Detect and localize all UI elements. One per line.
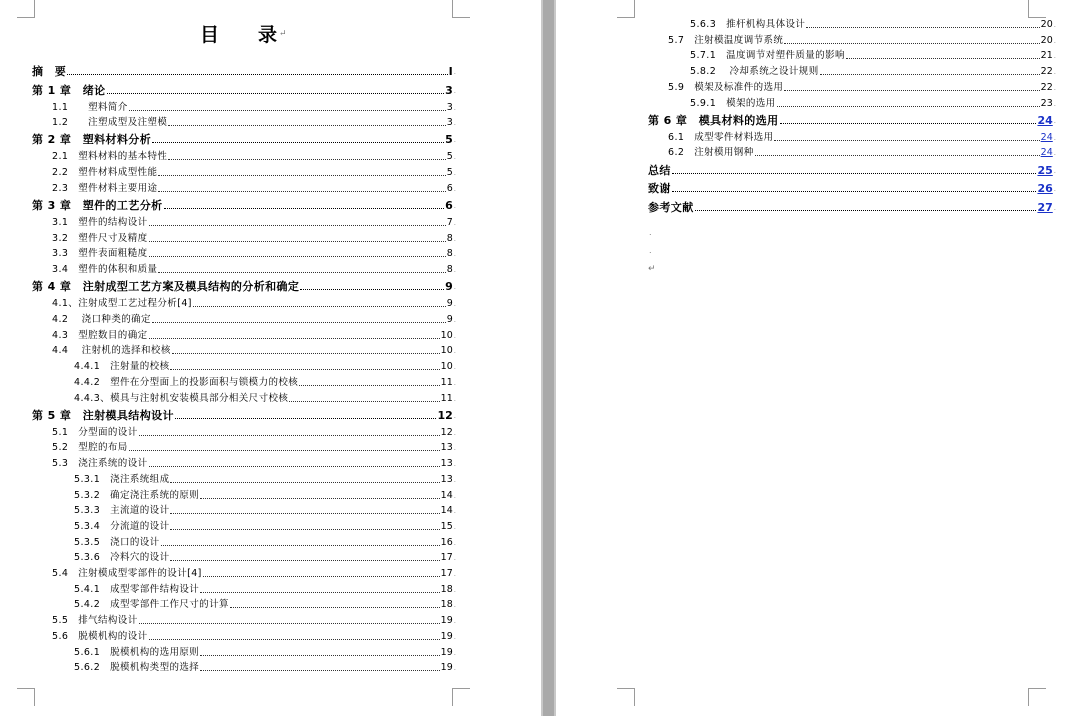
toc-entry[interactable]	[32, 407, 456, 422]
toc-entry-label: 6.1 成型零件材料选用	[668, 131, 774, 143]
paragraph-mark: .	[453, 363, 456, 372]
toc-entry[interactable]	[690, 63, 1056, 78]
toc-entry-label: 致谢	[648, 182, 671, 196]
toc-entry-label: 第 3 章 塑件的工艺分析	[32, 199, 163, 212]
toc-entry-page-number: 17	[440, 552, 453, 564]
paragraph-mark: .	[1053, 52, 1056, 61]
toc-entry-page-number: 15	[440, 520, 453, 532]
toc-entry-page-number: 10	[440, 345, 453, 357]
toc-entry-label: 4.4.1 注射量的校核	[74, 361, 170, 373]
toc-entry-label: 摘 要	[32, 65, 67, 78]
toc-entry-page-number: 21	[1040, 50, 1053, 62]
page-corner-mark	[17, 0, 35, 18]
toc-entry-label: 5.5 排气结构设计	[52, 615, 138, 627]
toc-dot-leader	[784, 43, 1039, 44]
toc-entry-label: 5.3.1 浇注系统组成	[74, 473, 170, 485]
paragraph-mark: .	[453, 316, 456, 324]
toc-entry-page-number: 8	[446, 248, 453, 260]
toc-entry-page-number[interactable]: 26	[1037, 182, 1053, 196]
toc-entry-label: 2.2 塑件材料成型性能	[52, 167, 158, 179]
toc-dot-leader	[170, 513, 439, 514]
toc-dot-leader	[200, 655, 439, 656]
toc-entry[interactable]	[52, 628, 456, 643]
toc-entry-page-number: 3	[446, 101, 453, 113]
toc-dot-leader	[158, 191, 445, 192]
toc-dot-leader	[175, 418, 437, 419]
paragraph-mark: .	[1053, 185, 1056, 194]
toc-dot-leader	[149, 639, 440, 640]
paragraph-mark: .	[453, 169, 456, 178]
toc-entry-page-number[interactable]: 27	[1037, 200, 1053, 214]
toc-entry-page-number: 19	[440, 646, 453, 658]
toc-entry-label: 5.9 模架及标准件的选用	[668, 81, 784, 93]
toc-entry-page-number: 14	[440, 489, 453, 501]
paragraph-mark: .	[453, 664, 456, 673]
toc-entry[interactable]	[74, 518, 456, 533]
paragraph-mark: .	[1053, 68, 1056, 77]
paragraph-mark: .	[453, 601, 456, 610]
toc-entry[interactable]	[32, 131, 456, 146]
toc-entry-page-number: 18	[440, 599, 453, 611]
toc-entry-label: 3.3 塑件表面粗糙度	[52, 248, 148, 260]
toc-entry-label: 第 6 章 模具材料的选用	[648, 113, 779, 127]
toc-dot-leader	[300, 289, 444, 290]
toc-entry-label: 3.1 塑件的结构设计	[52, 217, 148, 228]
toc-dot-leader	[139, 623, 440, 624]
document-page-right	[556, 0, 1086, 716]
toc-dot-leader	[149, 241, 446, 242]
toc-entry-label: 5.4 注射模成型零部件的设计[4]	[52, 568, 202, 579]
toc-entry-page-number: 8	[446, 232, 453, 244]
toc-entry[interactable]	[690, 47, 1056, 62]
toc-entry-page-number: 5	[446, 167, 453, 179]
toc-entry-page-number: 9	[446, 298, 453, 310]
toc-entry-page-number: 9	[445, 280, 453, 294]
toc-entry-page-number: 16	[440, 536, 453, 548]
paragraph-mark: .	[453, 394, 456, 403]
toc-entry-page-number: 3	[446, 117, 453, 129]
toc-entry[interactable]	[32, 278, 456, 293]
toc-entry[interactable]	[52, 295, 456, 310]
toc-dot-leader	[129, 110, 446, 111]
toc-dot-leader	[289, 401, 439, 402]
toc-dot-leader	[168, 125, 445, 126]
paragraph-mark: .	[453, 347, 456, 356]
paragraph-mark: .	[453, 632, 456, 641]
toc-entry-page-number: 13	[440, 442, 453, 454]
toc-dot-leader	[161, 545, 440, 546]
toc-dot-leader	[200, 670, 439, 671]
toc-entry-page-number: 19	[440, 630, 453, 642]
toc-entry[interactable]	[648, 162, 1056, 177]
toc-entry[interactable]	[52, 311, 456, 326]
toc-dot-leader	[777, 106, 1040, 107]
toc-dot-leader	[67, 74, 447, 75]
paragraph-mark: .	[1053, 83, 1056, 92]
toc-entry-page-number: 22	[1040, 81, 1053, 93]
toc-entry-page-number[interactable]: 24	[1037, 113, 1053, 127]
toc-entry-page-number: 5	[445, 133, 453, 147]
toc-entry[interactable]	[52, 148, 456, 163]
toc-entry-label: 5.9.1 模架的选用	[690, 97, 776, 109]
paragraph-mark: .	[453, 554, 456, 563]
toc-entry-page-number: 14	[440, 505, 453, 517]
toc-entry-page-number: 10	[440, 329, 453, 341]
toc-entry-page-number: 17	[440, 568, 453, 579]
paragraph-mark: .	[453, 219, 456, 227]
toc-entry-label: 3.4 塑件的体积和质量	[52, 264, 158, 276]
paragraph-mark: .	[1053, 149, 1056, 158]
toc-dot-leader	[149, 256, 446, 257]
toc-dot-leader	[200, 498, 439, 499]
toc-entry[interactable]	[52, 114, 456, 129]
toc-dot-leader	[139, 435, 440, 436]
toc-entry[interactable]	[52, 261, 456, 276]
toc-entry-label: 1.1 塑料简介	[52, 101, 128, 113]
toc-entry[interactable]	[52, 455, 456, 470]
toc-entry-label: 第 2 章 塑料材料分析	[32, 133, 152, 147]
toc-entry-label: 1.2 注塑成型及注塑模	[52, 117, 168, 129]
toc-entry-label: 5.3.5 浇口的设计	[74, 536, 160, 548]
paragraph-mark: .	[453, 153, 456, 162]
toc-entry[interactable]	[52, 99, 456, 114]
toc-entry[interactable]	[52, 612, 456, 627]
toc-entry[interactable]	[32, 197, 456, 212]
toc-entry[interactable]	[648, 112, 1056, 127]
toc-entry-page-number: 11	[440, 392, 453, 404]
paragraph-mark: .	[1053, 36, 1056, 45]
toc-entry-label: 5.3.6 冷料穴的设计	[74, 552, 170, 564]
paragraph-mark: .	[453, 266, 456, 275]
paragraph-mark: .	[453, 522, 456, 531]
paragraph-mark: .	[1053, 166, 1056, 175]
toc-entry-page-number: 3	[445, 83, 453, 97]
toc-entry-page-number: 7	[446, 217, 453, 228]
toc-entry-label: 第 1 章 绪论	[32, 83, 106, 97]
empty-paragraph-mark: .	[649, 228, 652, 237]
toc-entry-page-number: I	[448, 65, 453, 78]
toc-dot-leader	[149, 338, 440, 339]
paragraph-mark: .	[453, 428, 456, 437]
paragraph-mark: .	[1053, 133, 1056, 142]
empty-paragraph-mark: ↵	[648, 264, 656, 274]
toc-entry-label: 4.4 注射机的选择和校核	[52, 345, 171, 357]
toc-entry-label: 4.4.2 塑件在分型面上的投影面积与锁模力的校核	[74, 376, 299, 388]
toc-entry-label: 5.3.3 主流道的设计	[74, 505, 170, 517]
paragraph-mark: .	[1053, 21, 1056, 29]
toc-entry[interactable]	[668, 129, 1056, 144]
page-corner-mark	[1028, 688, 1046, 706]
toc-entry-label: 5.3.2 确定浇注系统的原则	[74, 489, 200, 501]
document-page-left	[0, 0, 541, 716]
toc-dot-leader	[149, 466, 440, 467]
toc-entry[interactable]	[74, 390, 456, 405]
toc-entry-page-number: 11	[440, 376, 453, 388]
toc-entry[interactable]	[52, 214, 456, 229]
paragraph-mark: ↵	[279, 29, 287, 39]
toc-title-char-2: 录	[258, 24, 278, 46]
paragraph-mark: .	[453, 460, 456, 469]
paragraph-mark: .	[453, 202, 456, 210]
toc-entry[interactable]	[32, 82, 456, 97]
paragraph-mark: .	[453, 234, 456, 243]
toc-dot-leader	[695, 210, 1037, 211]
toc-dot-leader	[158, 272, 445, 273]
toc-entry-label: 参考文献	[648, 200, 694, 214]
toc-entry-page-number: 9	[446, 314, 453, 325]
toc-entry[interactable]	[668, 144, 1056, 159]
toc-dot-leader	[107, 93, 445, 94]
toc-entry-label: 4.2 浇口种类的确定	[52, 314, 151, 325]
toc-entry[interactable]	[74, 659, 456, 674]
paragraph-mark: .	[453, 86, 456, 95]
toc-entry[interactable]	[52, 327, 456, 342]
toc-entry[interactable]	[690, 95, 1056, 110]
toc-entry[interactable]	[52, 565, 456, 580]
toc-entry-page-number: 6	[446, 182, 453, 194]
paragraph-mark: .	[453, 378, 456, 387]
toc-entry-page-number: 23	[1040, 97, 1053, 109]
toc-dot-leader	[784, 90, 1039, 91]
toc-entry[interactable]	[74, 471, 456, 486]
toc-entry-label: 5.6.2 脱模机构类型的选择	[74, 662, 200, 674]
toc-dot-leader	[170, 529, 439, 530]
toc-entry-label: 5.4.2 成型零部件工作尺寸的计算	[74, 599, 229, 611]
toc-dot-leader	[846, 58, 1040, 59]
paragraph-mark: .	[453, 68, 456, 76]
paragraph-mark: .	[453, 475, 456, 484]
toc-entry-label: 4.1、注射成型工艺过程分析[4]	[52, 298, 192, 310]
toc-entry-page-number: 12	[440, 426, 453, 438]
toc-entry-page-number: 13	[440, 473, 453, 485]
toc-entry-label: 第 5 章 注射模具结构设计	[32, 408, 174, 422]
toc-entry-label: 5.8.2 冷却系统之设计规则	[690, 66, 819, 78]
paragraph-mark: .	[453, 136, 456, 145]
toc-entry-label: 5.6.1 脱模机构的选用原则	[74, 646, 200, 658]
toc-entry-label: 5.6 脱模机构的设计	[52, 630, 148, 642]
paragraph-mark: .	[453, 491, 456, 500]
toc-entry-label: 2.1 塑料材料的基本特性	[52, 151, 168, 163]
toc-dot-leader	[820, 74, 1040, 75]
toc-entry-page-number: 20	[1040, 34, 1053, 46]
toc-entry-page-number[interactable]: 24	[1040, 147, 1053, 159]
toc-dot-leader	[672, 173, 1037, 174]
toc-entry[interactable]	[74, 502, 456, 517]
toc-dot-leader	[299, 385, 439, 386]
toc-entry[interactable]	[52, 439, 456, 454]
toc-entry-label: 2.3 塑件材料主要用途	[52, 182, 158, 194]
toc-entry[interactable]	[648, 199, 1056, 214]
toc-entry[interactable]	[690, 16, 1056, 31]
toc-entry-label: 第 4 章 注射成型工艺方案及模具结构的分析和确定	[32, 280, 300, 294]
toc-entry-page-number: 19	[440, 662, 453, 674]
toc-entry-label: 5.1 分型面的设计	[52, 426, 138, 438]
toc-entry-label: 总结	[648, 163, 671, 177]
toc-entry-label: 5.6.3 推杆机构具体设计	[690, 19, 806, 30]
toc-entry-page-number[interactable]: 24	[1040, 131, 1053, 143]
paragraph-mark: .	[453, 250, 456, 259]
paragraph-mark: .	[453, 648, 456, 657]
toc-entry-page-number: 5	[446, 151, 453, 163]
toc-entry-page-number[interactable]: 25	[1037, 163, 1053, 177]
toc-dot-leader	[203, 576, 440, 577]
toc-entry[interactable]	[52, 342, 456, 357]
toc-entry-label: 5.4.1 成型零部件结构设计	[74, 583, 200, 595]
paragraph-mark: .	[1053, 203, 1056, 212]
toc-entry-page-number: 20	[1040, 19, 1053, 30]
toc-entry[interactable]	[74, 644, 456, 659]
page-corner-mark	[452, 0, 470, 18]
toc-entry[interactable]	[668, 32, 1056, 47]
toc-entry-page-number: 12	[437, 408, 453, 422]
toc-entry[interactable]	[52, 230, 456, 245]
paragraph-mark: .	[453, 617, 456, 626]
toc-entry-label: 5.3.4 分流道的设计	[74, 520, 170, 532]
toc-entry[interactable]	[52, 245, 456, 260]
toc-entry-label: 6.2 注射模用钢种	[668, 147, 754, 159]
paragraph-mark: .	[453, 444, 456, 453]
paragraph-mark: .	[453, 103, 456, 112]
toc-entry[interactable]	[74, 534, 456, 549]
toc-entry-page-number: 22	[1040, 66, 1053, 78]
paragraph-mark: .	[453, 119, 456, 128]
toc-entry-label: 4.4.3、模具与注射机安装模具部分相关尺寸校核	[74, 392, 289, 404]
toc-title	[190, 20, 300, 46]
toc-entry[interactable]	[52, 424, 456, 439]
empty-paragraph-mark: .	[649, 246, 652, 255]
toc-dot-leader	[200, 592, 439, 593]
toc-dot-leader	[170, 482, 439, 483]
toc-entry[interactable]	[668, 79, 1056, 94]
toc-dot-leader	[780, 123, 1037, 124]
toc-entry-label: 5.2 型腔的布局	[52, 442, 128, 454]
paragraph-mark: .	[1053, 116, 1056, 125]
page-corner-mark	[617, 688, 635, 706]
toc-dot-leader	[774, 140, 1039, 141]
paragraph-mark: .	[453, 283, 456, 292]
toc-entry-label: 5.7.1 温度调节对塑件质量的影响	[690, 50, 845, 62]
toc-entry-label: 5.3 浇注系统的设计	[52, 458, 148, 470]
toc-entry[interactable]	[74, 374, 456, 389]
toc-entry-label: 3.2 塑件尺寸及精度	[52, 232, 148, 244]
paragraph-mark: .	[453, 331, 456, 340]
page-corner-mark	[617, 0, 635, 18]
paragraph-mark: .	[1053, 99, 1056, 108]
page-corner-mark	[452, 688, 470, 706]
toc-entry-label: 5.7 注射模温度调节系统	[668, 34, 784, 46]
toc-dot-leader	[168, 159, 445, 160]
toc-dot-leader	[129, 450, 440, 451]
toc-dot-leader	[164, 208, 445, 209]
toc-entry[interactable]	[74, 549, 456, 564]
toc-entry-page-number: 19	[440, 615, 453, 627]
toc-dot-leader	[170, 560, 439, 561]
toc-dot-leader	[193, 306, 446, 307]
toc-entry[interactable]	[74, 358, 456, 373]
toc-dot-leader	[672, 191, 1037, 192]
toc-dot-leader	[806, 27, 1039, 28]
toc-entry-label: 4.3 型腔数目的确定	[52, 329, 148, 341]
toc-entry[interactable]	[32, 63, 456, 78]
toc-entry[interactable]	[74, 487, 456, 502]
toc-title-char-1: 目	[200, 24, 220, 46]
toc-dot-leader	[158, 175, 445, 176]
toc-entry-page-number: 13	[440, 458, 453, 470]
toc-entry[interactable]	[52, 180, 456, 195]
toc-dot-leader	[149, 225, 446, 226]
toc-dot-leader	[170, 369, 439, 370]
paragraph-mark: .	[453, 507, 456, 516]
toc-entry[interactable]	[74, 581, 456, 596]
page-corner-mark	[17, 688, 35, 706]
toc-dot-leader	[152, 322, 446, 323]
toc-entry-page-number: 6	[445, 199, 453, 212]
page-gutter	[541, 0, 556, 716]
paragraph-mark: .	[453, 570, 456, 578]
paragraph-mark: .	[453, 184, 456, 193]
toc-dot-leader	[152, 142, 444, 143]
paragraph-mark: .	[453, 411, 456, 420]
toc-entry[interactable]	[52, 164, 456, 179]
toc-dot-leader	[230, 607, 440, 608]
toc-dot-leader	[172, 353, 440, 354]
toc-dot-leader	[755, 155, 1040, 156]
toc-entry-page-number: 10	[440, 361, 453, 373]
paragraph-mark: .	[453, 538, 456, 547]
paragraph-mark: .	[453, 585, 456, 594]
toc-entry[interactable]	[74, 596, 456, 611]
paragraph-mark: .	[453, 300, 456, 309]
toc-entry-page-number: 18	[440, 583, 453, 595]
toc-entry-page-number: 8	[446, 264, 453, 276]
toc-entry[interactable]	[648, 180, 1056, 195]
